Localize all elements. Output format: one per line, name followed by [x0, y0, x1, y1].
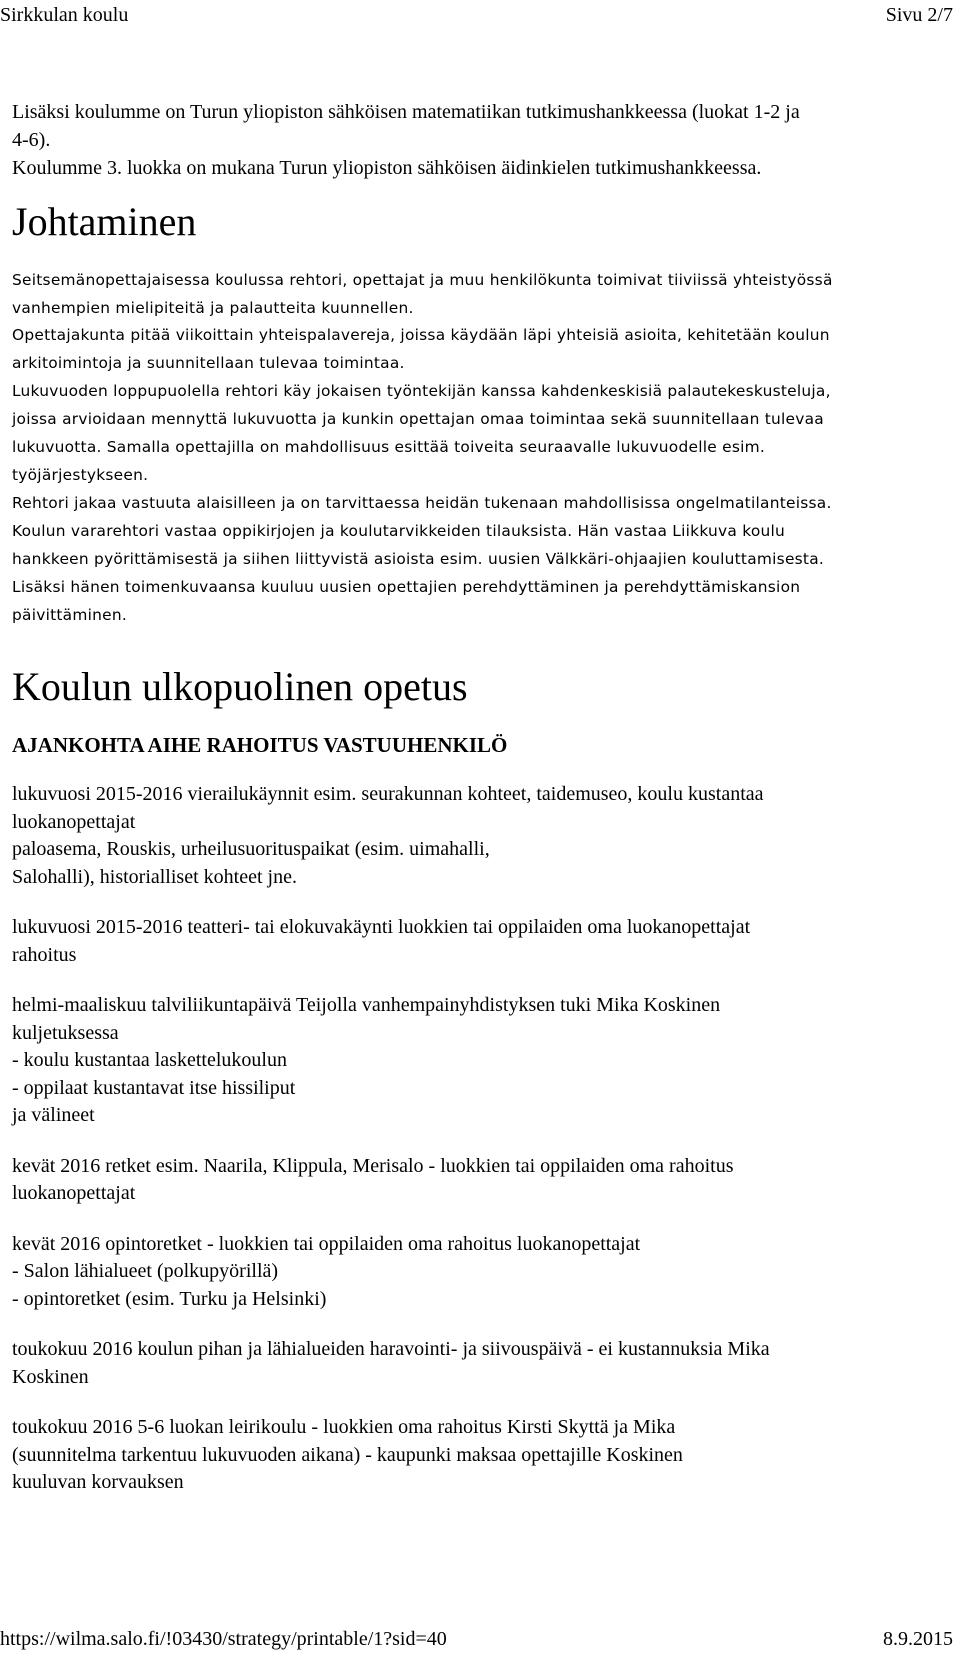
leadership-paragraph: Lukuvuoden loppupuolella rehtori käy jokaisen työntekijän kanssa kahdenkeskisiä palautekeskusteluja, joissa arvioidaan mennyttä lukuvuotta ja kunkin opettajan omaa toimintaa sekä suunnitellaan tulevaa lukuvuotta. Samalla opettajilla on mahdollisuus esittää toiveita seuraavalle lukuvuodelle esim. työjärjestykseen. — [12, 382, 831, 484]
section-title-external-teaching: Koulun ulkopuolinen opetus — [12, 664, 468, 709]
footer-date: 8.9.2015 — [883, 1628, 953, 1650]
list-item: toukokuu 2016 5-6 luokan leirikoulu - luokkien oma rahoitus Kirsti Skyttä ja Mika (suunnitelma tarkentuu lukuvuoden aikana) - kaupunki maksaa opettajille Koskinen kuuluvan korvauksen — [12, 1416, 683, 1493]
section-title-leadership: Johtaminen — [12, 199, 197, 244]
leadership-paragraph: Seitsemänopettajaisessa koulussa rehtori, opettajat ja muu henkilökunta toimivat tiiviissä yhteistyössä vanhempien mielipiteitä ja palautteita kuunnellen. — [12, 271, 833, 317]
page-header — [0, 0, 960, 30]
list-item: kevät 2016 opintoretket - luokkien tai oppilaiden oma rahoitus luokanopettajat - Salon lähialueet (polkupyörillä) - opintoretket (esim. Turku ja Helsinki) — [12, 1232, 641, 1310]
list-item: kevät 2016 retket esim. Naarila, Klippula, Merisalo - luokkien tai oppilaiden oma rahoitus luokanopettajat — [12, 1154, 734, 1204]
school-name: Sirkkulan koulu — [0, 4, 129, 26]
page-content — [12, 98, 948, 1497]
external-entries — [12, 781, 948, 1497]
list-item: lukuvuosi 2015-2016 vierailukäynnit esim. seurakunnan kohteet, taidemuseo, koulu kustantaa luokanopettajat paloasema, Rouskis, urheilusuorituspaikat (esim. uimahalli, Salohalli), historialliset kohteet jne. — [12, 783, 764, 888]
intro-line: Koulumme 3. luokka on mukana Turun yliopiston sähköisen äidinkielen tutkimushankkeessa. — [12, 157, 762, 179]
footer-url: https://wilma.salo.fi/!03430/strategy/printable/1?sid=40 — [0, 1628, 447, 1650]
page-number: Sivu 2/7 — [885, 4, 953, 26]
list-item: toukokuu 2016 koulun pihan ja lähialueiden haravointi- ja siivouspäivä - ei kustannuksia Mika Koskinen — [12, 1338, 770, 1388]
list-item: lukuvuosi 2015-2016 teatteri- tai elokuvakäynti luokkien tai oppilaiden oma luokanopettajat rahoitus — [12, 916, 751, 966]
intro-line: 4-6). — [12, 129, 51, 151]
intro-text — [12, 98, 948, 182]
leadership-paragraph: Opettajakunta pitää viikoittain yhteispalavereja, joissa käydään läpi yhteisiä asioita, kehitetään koulun arkitoimintoja ja suunnitellaan tulevaa toimintaa. — [12, 326, 830, 372]
page-footer — [0, 1624, 960, 1654]
leadership-paragraph: Rehtori jakaa vastuuta alaisilleen ja on tarvittaessa heidän tukenaan mahdollisissa ongelmatilanteissa. Koulun vararehtori vastaa oppikirjojen ja koulutarvikkeiden tilauksista. Hän vastaa Liikkuva koulu hankkeen pyörittämisestä ja siihen liittyvistä asioista esim. uusien Välkkäri-ohjaajien kouluttamisesta. Lisäksi hänen toimenkuvaansa kuuluu uusien opettajien perehdyttäminen ja perehdyttämiskansion päivittäminen. — [12, 494, 832, 624]
list-item: helmi-maaliskuu talviliikuntapäivä Teijolla vanhempainyhdistyksen tuki Mika Koskinen kuljetuksessa - koulu kustantaa laskettelukoulun - oppilaat kustantavat itse hissiliput ja välineet — [12, 994, 721, 1126]
table-header: AJANKOHTA AIHE RAHOITUS VASTUUHENKILÖ — [12, 733, 508, 757]
intro-line: Lisäksi koulumme on Turun yliopiston sähköisen matematiikan tutkimushankkeessa (luokat 1-2 ja — [12, 101, 800, 123]
leadership-body — [12, 266, 948, 629]
